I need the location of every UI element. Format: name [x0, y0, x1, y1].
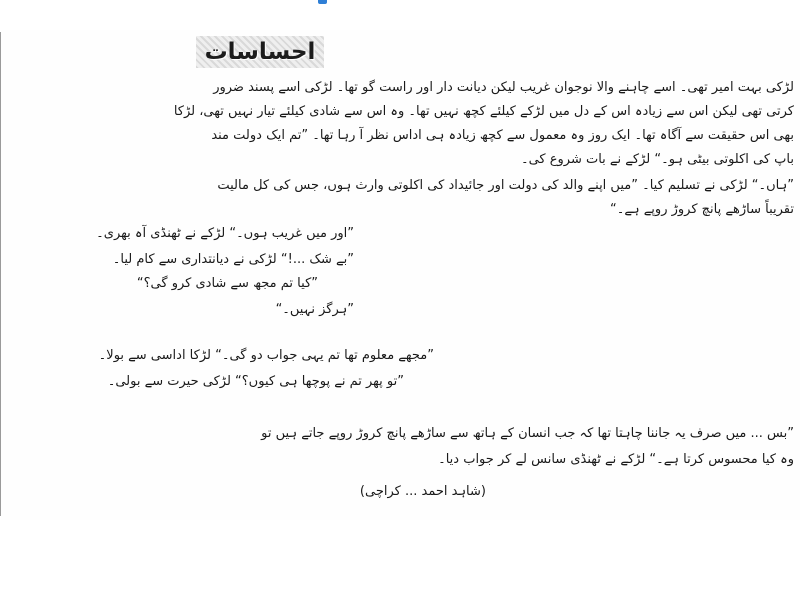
article-line: ”بس ... میں صرف یہ جاننا چاہتا تھا کہ جب انسان کے ہاتھ سے ساڑھے پانچ کروڑ روپے جاتے ہیں تو	[261, 426, 794, 441]
article-line: بھی اس حقیقت سے آگاہ تھا۔ ایک روز وہ معمول سے کچھ زیادہ ہی اداس نظر آ رہا تھا۔ ”تم ایک دولت مند	[211, 128, 794, 143]
author-signature: (شاہد احمد ... کراچی)	[359, 484, 486, 499]
left-edge-rule	[0, 32, 1, 516]
article-line: لڑکی بہت امیر تھی۔ اسے چاہنے والا نوجوان غریب لیکن دیانت دار اور راست گو تھا۔ لڑکی اسے پسند ضرور	[213, 80, 794, 95]
article-line: وہ کیا محسوس کرتا ہے۔“ لڑکے نے ٹھنڈی سانس لے کر جواب دیا۔	[438, 452, 794, 467]
article-title-banner	[196, 36, 324, 68]
article-title: احساسات	[204, 39, 316, 65]
top-cursor-mark	[318, 0, 327, 4]
article-line: ”بے شک ...!“ لڑکی نے دیانتداری سے کام لیا۔	[112, 252, 354, 267]
article-line: ”ہاں۔“ لڑکی نے تسلیم کیا۔ ”میں اپنے والد کی دولت اور جائیداد کی اکلوتی وارث ہوں، جس کی کل مالیت	[217, 178, 794, 193]
article-line: تقریباً ساڑھے پانچ کروڑ روپے ہے۔“	[609, 202, 794, 217]
article-line: ”ہرگز نہیں۔“	[275, 302, 354, 317]
article-line: باپ کی اکلوتی بیٹی ہو۔“ لڑکے نے بات شروع کی۔	[520, 152, 794, 167]
article-line: ”اور میں غریب ہوں۔“ لڑکے نے ٹھنڈی آہ بھری۔	[96, 226, 354, 241]
article-line: ”کیا تم مجھ سے شادی کرو گی؟“	[136, 276, 318, 291]
article-line: ”مجھے معلوم تھا تم یہی جواب دو گی۔“ لڑکا اداسی سے بولا۔	[98, 348, 434, 363]
article-line: کرتی تھی لیکن اس سے زیادہ اس کے دل میں لڑکے کیلئے کچھ نہیں تھا۔ وہ اس سے شادی کیلئے تیار نہیں تھی، لڑکا	[173, 104, 794, 119]
article-line: ”تو پھر تم نے پوچھا ہی کیوں؟“ لڑکی حیرت سے بولی۔	[107, 374, 404, 389]
